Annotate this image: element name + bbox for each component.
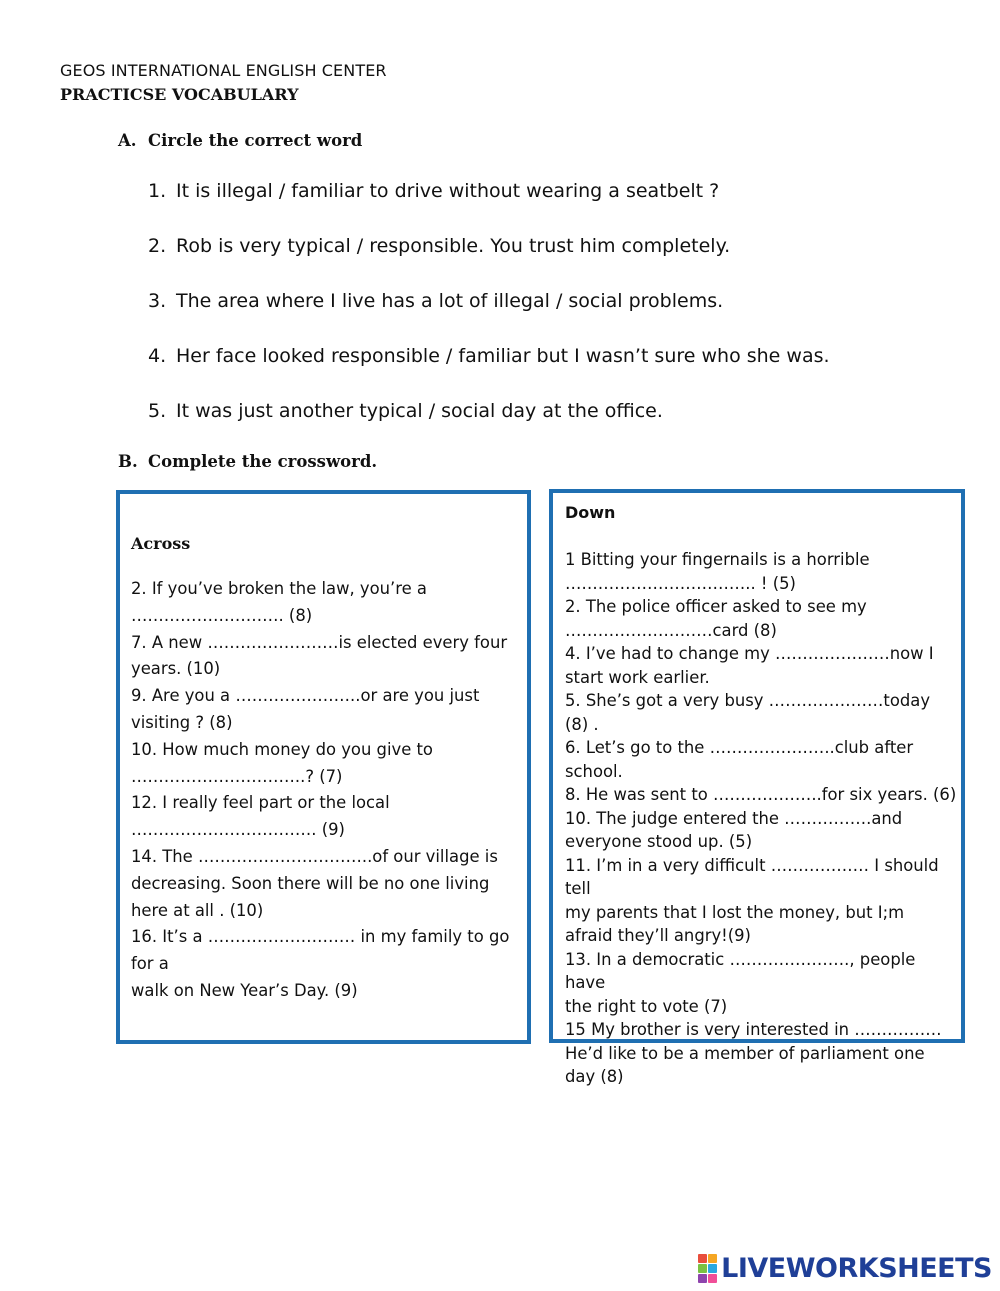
question-text[interactable]: The area where I live has a lot of illegal / social problems. <box>176 290 724 312</box>
across-clues-box <box>116 490 531 1044</box>
logo-block <box>698 1274 707 1283</box>
down-clue: 8. He was sent to ………………..for six years. (6) <box>565 785 957 804</box>
down-clue: 13. In a democratic …………………., people have the right to vote (7) <box>565 949 916 1016</box>
section-b-heading <box>118 452 377 471</box>
question-item <box>148 288 948 343</box>
logo-block <box>708 1274 717 1283</box>
down-clues-box <box>549 489 965 1086</box>
question-number: 4. <box>148 345 167 367</box>
logo-block <box>698 1264 707 1273</box>
across-clue-list <box>131 576 521 1005</box>
down-title: Down <box>565 503 616 522</box>
question-item <box>148 343 948 398</box>
across-clue: 12. I really feel part or the local ……………………………. (9) <box>131 793 390 840</box>
question-number: 3. <box>148 290 167 312</box>
question-text[interactable]: Her face looked responsible / familiar but I wasn’t sure who she was. <box>176 345 830 367</box>
section-b-title: Complete the crossword. <box>148 452 378 471</box>
question-text[interactable]: It was just another typical / social day at the office. <box>176 400 663 422</box>
across-clue: 2. If you’ve broken the law, you’re a ………………………. (8) <box>131 579 427 625</box>
logo-blocks-icon <box>698 1254 717 1283</box>
question-item <box>148 178 948 233</box>
question-text[interactable]: It is illegal / familiar to drive without wearing a seatbelt ? <box>176 180 720 202</box>
logo-text: LIVEWORKSHEETS <box>721 1253 992 1284</box>
across-clue: 14. The …………………………..of our village is decreasing. Soon there will be no one living here at all . (10) <box>131 846 498 920</box>
question-item <box>148 233 948 288</box>
down-clue: 11. I’m in a very difficult ……………… I should tell my parents that I lost the money, but I;m afraid they’ll angry!(9) <box>565 855 939 945</box>
section-a-title: Circle the correct word <box>148 131 363 150</box>
across-clue: 9. Are you a …………………..or are you just visiting ? (8) <box>131 686 480 732</box>
section-b-letter: B. <box>118 452 138 471</box>
question-list <box>148 178 948 453</box>
down-clue-list <box>565 548 957 1089</box>
logo-block <box>698 1254 707 1263</box>
down-clue: 5. She’s got a very busy …………………today (8) . <box>565 691 931 734</box>
worksheet-title: PRACTICSE VOCABULARY <box>60 85 299 104</box>
down-clue: 2. The police officer asked to see my ………………………card (8) <box>565 597 867 640</box>
down-clue: 1 Bitting your fingernails is a horrible …………………………….. ! (5) <box>565 550 870 593</box>
down-clue: 4. I’ve had to change my …………………now I start work earlier. <box>565 644 934 687</box>
liveworksheets-logo <box>698 1253 992 1284</box>
across-clue: 7. A new ……………………is elected every four years. (10) <box>131 632 508 679</box>
down-clue: 10. The judge entered the …………….and everyone stood up. (5) <box>565 808 903 851</box>
question-item <box>148 398 948 453</box>
across-title: Across <box>131 534 191 553</box>
down-clue: 15 My brother is very interested in ……………. He’d like to be a member of parliament one day (8) <box>565 1020 942 1086</box>
down-clue: 6. Let’s go to the …………………..club after school. <box>565 738 914 781</box>
question-number: 5. <box>148 400 167 422</box>
logo-block <box>708 1264 717 1273</box>
section-a-heading <box>118 131 362 150</box>
question-number: 2. <box>148 235 167 257</box>
section-a-letter: A. <box>118 131 137 150</box>
question-text[interactable]: Rob is very typical / responsible. You trust him completely. <box>176 235 731 257</box>
question-number: 1. <box>148 180 167 202</box>
across-clue: 16. It’s a ……………………… in my family to go for a walk on New Year’s Day. (9) <box>131 927 510 1000</box>
across-clue: 10. How much money do you give to …………………………..? (7) <box>131 739 433 786</box>
logo-block <box>708 1254 717 1263</box>
school-name: GEOS INTERNATIONAL ENGLISH CENTER <box>60 61 387 80</box>
